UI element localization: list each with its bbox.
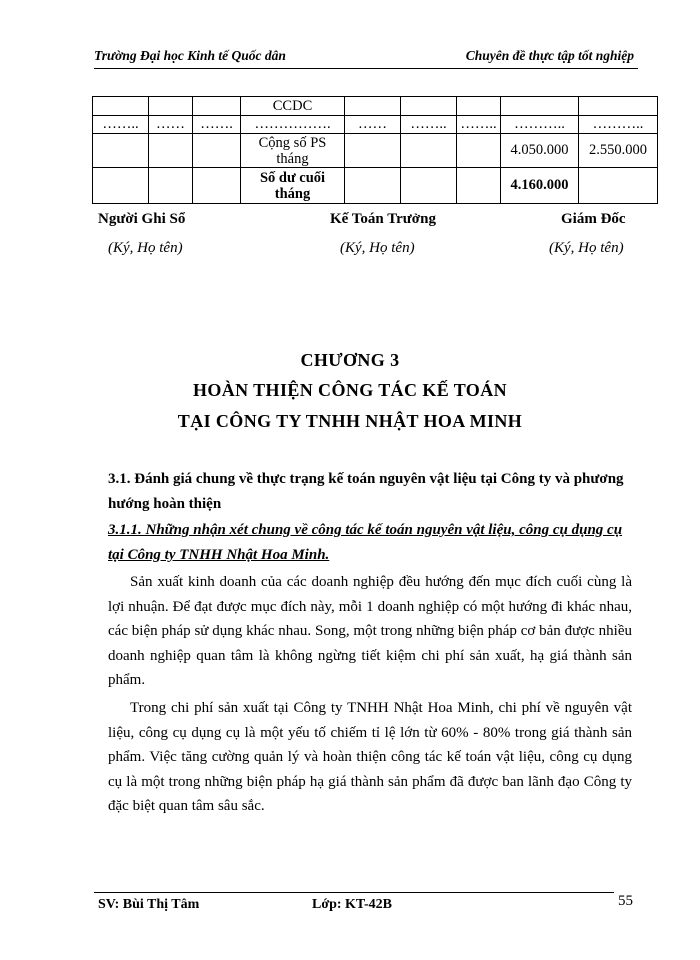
cell-ccdc: CCDC (241, 97, 345, 116)
dots-cell: …….. (401, 116, 457, 134)
header-report-title: Chuyên đề thực tập tốt nghiệp (465, 48, 634, 63)
signature-director: Giám Đốc (561, 211, 626, 227)
table-row (93, 97, 658, 116)
chapter-number: CHƯƠNG 3 (300, 350, 400, 370)
ledger-table (92, 96, 658, 204)
footer-student: SV: Bùi Thị Tâm (98, 897, 200, 912)
signature-director-note: (Ký, Họ tên) (549, 240, 624, 256)
signature-recorder-note: (Ký, Họ tên) (108, 240, 183, 256)
dots-cell: …….. (457, 116, 501, 134)
dots-cell: …….. (93, 116, 149, 134)
dots-cell: ……. (193, 116, 241, 134)
dots-cell: …… (149, 116, 193, 134)
signature-chief-accountant: Kế Toán Trưởng (330, 211, 436, 227)
dots-cell: …… (345, 116, 401, 134)
footer-class: Lớp: KT-42B (312, 897, 392, 912)
cell-ending-balance: 4.160.000 (501, 168, 579, 204)
chapter-title-line2: TẠI CÔNG TY TNHH NHẬT HOA MINH (177, 411, 523, 431)
body-paragraph-1: Sản xuất kinh doanh của các doanh nghiệp đều hướng đến mục đích cuối cùng là lợi nhuận. Để đạt được mục đích này, mỗi 1 doanh nghiệp có một hướng đi khác nhau, các biện pháp sử dụng khác nhau. Song, một trong những biện pháp cơ bản được nhiều doanh nghiệp quan tâm là không ngừng tiết kiệm chi phí sản xuất, hạ giá thành sản phẩm. (108, 574, 632, 688)
section-3-1-1-heading: 3.1.1. Những nhận xét chung về công tác kế toán nguyên vật liệu, công cụ dụng cụ tại Công ty TNHH Nhật Hoa Minh. (108, 522, 623, 563)
section-3-1-heading: 3.1. Đánh giá chung về thực trạng kế toán nguyên vật liệu tại Công ty và phương hướng hoàn thiện (108, 471, 624, 512)
chapter-title-line1: HOÀN THIỆN CÔNG TÁC KẾ TOÁN (192, 380, 508, 400)
signature-chief-accountant-note: (Ký, Họ tên) (340, 240, 415, 256)
dots-cell: ……………. (241, 116, 345, 134)
cell-total-credit: 2.550.000 (579, 134, 658, 168)
body-paragraph-2: Trong chi phí sản xuất tại Công ty TNHH Nhật Hoa Minh, chi phí về nguyên vật liệu, công cụ dụng cụ là một yếu tố chiếm tỉ lệ lớn từ 60% - 80% trong giá thành sản phẩm. Việc tăng cường quản lý và hoàn thiện công tác kế toán vật liệu, công cụ dụng cụ là một trong những biện pháp hạ giá thành sản phẩm đã được ban lãnh đạo Công ty đặc biệt quan tâm sâu sắc. (108, 700, 632, 814)
cell-total-debit: 4.050.000 (501, 134, 579, 168)
page-number: 55 (618, 893, 633, 909)
cell-ending-label: Số dư cuối tháng (241, 168, 345, 204)
dots-cell: ……….. (579, 116, 658, 134)
header-university: Trường Đại học Kinh tế Quốc dân (94, 48, 286, 63)
footer-divider (94, 892, 614, 893)
page-header (94, 46, 638, 69)
table-row (93, 116, 658, 134)
cell-total-label: Cộng số PS tháng (241, 134, 345, 168)
signature-recorder: Người Ghi Sổ (98, 211, 186, 227)
table-row (93, 168, 658, 204)
dots-cell: ……….. (501, 116, 579, 134)
table-row (93, 134, 658, 168)
